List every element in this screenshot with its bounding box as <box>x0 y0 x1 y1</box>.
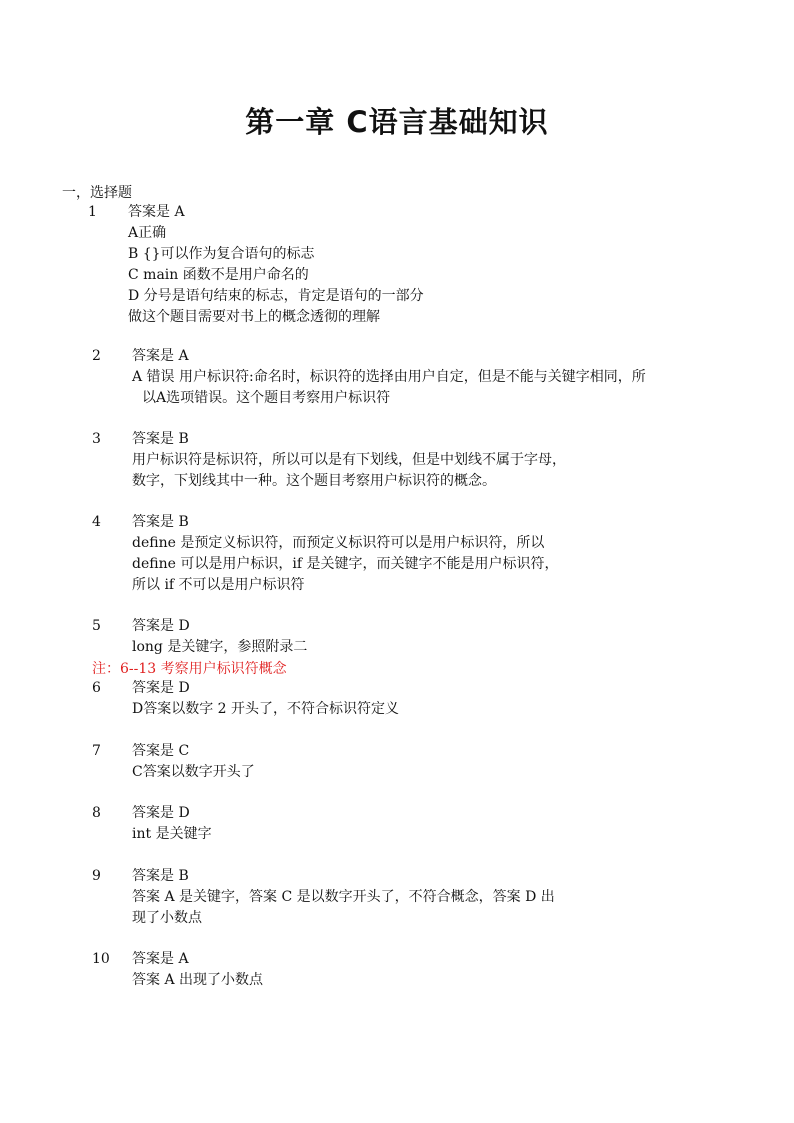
explanation-line: D答案以数字 2 开头了，不符合标识符定义 <box>132 701 400 717</box>
answer-label: 答案是 B <box>132 868 189 884</box>
explanation-line: define 是预定义标识符，而预定义标识符可以是用户标识符，所以 <box>132 535 545 551</box>
explanation-line: 现了小数点 <box>132 910 202 926</box>
explanation-line: 以A选项错误。这个题目考察用户标识符 <box>142 390 391 406</box>
explanation-line: 用户标识符是标识符，所以可以是有下划线，但是中划线不属于字母， <box>132 452 566 468</box>
explanation-line: int 是关键字 <box>132 826 212 842</box>
question-number: 2 <box>92 348 101 364</box>
explanation-line: long 是关键字，参照附录二 <box>132 639 308 655</box>
answer-label: 答案是 D <box>132 805 190 821</box>
question-number: 6 <box>92 680 101 696</box>
question-number: 5 <box>92 618 101 634</box>
explanation-line: A 错误 用户标识符:命名时，标识符的选择由用户自定，但是不能与关键字相同，所 <box>132 369 646 385</box>
question-number: 4 <box>92 514 101 530</box>
explanation-line: 数字，下划线其中一种。这个题目考察用户标识符的概念。 <box>132 473 496 489</box>
question-number: 10 <box>92 951 110 967</box>
answer-label: 答案是 D <box>132 680 190 696</box>
explanation-line: D 分号是语句结束的标志，肯定是语句的一部分 <box>128 288 424 304</box>
explanation-line: A正确 <box>128 225 167 241</box>
explanation-line: 所以 if 不可以是用户标识符 <box>132 577 305 593</box>
question-number: 3 <box>92 431 101 447</box>
explanation-line: 答案 A 出现了小数点 <box>132 972 264 988</box>
explanation-line: C答案以数字开头了 <box>132 764 255 780</box>
explanation-line: C main 函数不是用户命名的 <box>128 267 309 283</box>
explanation-line: 答案 A 是关键字，答案 C 是以数字开头了，不符合概念，答案 D 出 <box>132 889 555 905</box>
note-text: 注：6--13 考察用户标识符概念 <box>92 661 287 677</box>
explanation-line: B {}可以作为复合语句的标志 <box>128 246 315 262</box>
answer-label: 答案是 B <box>132 514 189 530</box>
page-title: 第一章 C语言基础知识 <box>245 105 549 139</box>
answer-label: 答案是 B <box>132 431 189 447</box>
explanation-line: 做这个题目需要对书上的概念透彻的理解 <box>128 309 380 325</box>
question-number: 8 <box>92 805 101 821</box>
explanation-line: define 可以是用户标识，if 是关键字，而关键字不能是用户标识符， <box>132 556 559 572</box>
question-number: 1 <box>88 204 97 220</box>
question-number: 7 <box>92 743 101 759</box>
answer-label: 答案是 C <box>132 743 190 759</box>
answer-label: 答案是 A <box>132 348 189 364</box>
answer-label: 答案是 A <box>128 204 185 220</box>
answer-label: 答案是 D <box>132 618 190 634</box>
answer-label: 答案是 A <box>132 951 189 967</box>
section-heading: 一，选择题 <box>62 185 132 201</box>
question-number: 9 <box>92 868 101 884</box>
